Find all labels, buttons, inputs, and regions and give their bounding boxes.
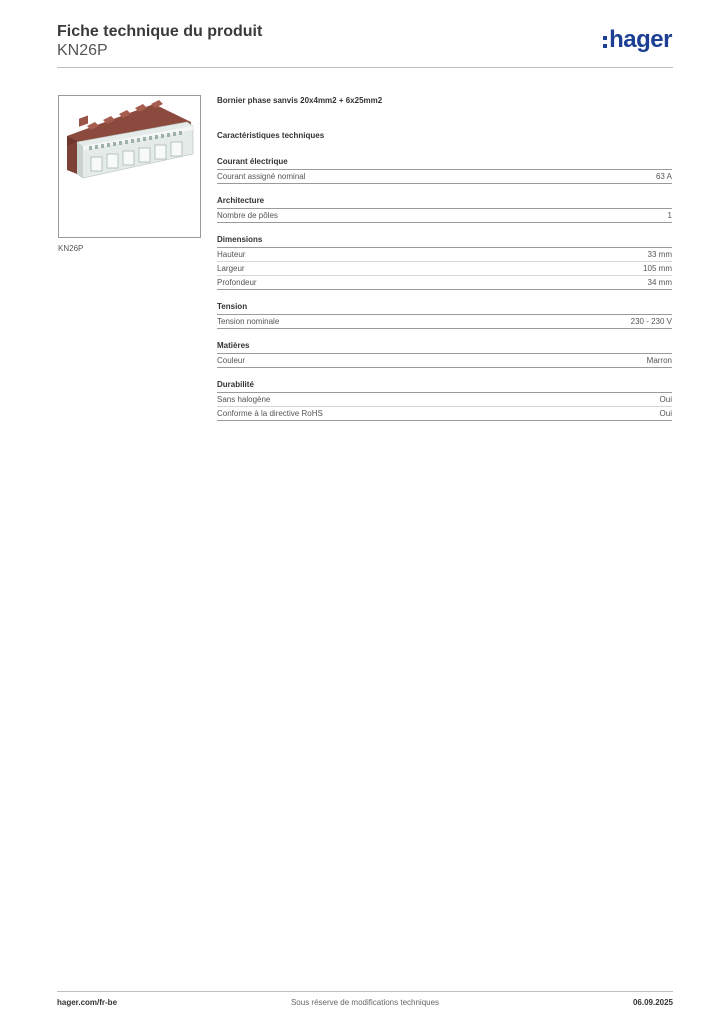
spec-section-durabilite xyxy=(217,380,672,421)
spec-value: 33 mm xyxy=(647,250,672,259)
document-title: Fiche technique du produit xyxy=(57,23,263,40)
section-title: Architecture xyxy=(217,196,672,209)
spec-section-courant xyxy=(217,157,672,184)
spec-value: 230 - 230 V xyxy=(630,317,672,326)
page-header xyxy=(57,22,673,60)
spec-row xyxy=(217,262,672,276)
spec-label: Nombre de pôles xyxy=(217,211,278,220)
section-title: Durabilité xyxy=(217,380,672,393)
spec-value: 1 xyxy=(667,211,672,220)
spec-row xyxy=(217,209,672,223)
spec-row xyxy=(217,276,672,290)
spec-label: Hauteur xyxy=(217,250,246,259)
spec-section-architecture xyxy=(217,196,672,223)
spec-section-matieres xyxy=(217,341,672,368)
product-description: Bornier phase sanvis 20x4mm2 + 6x25mm2 xyxy=(217,96,383,105)
specs-heading: Caractéristiques techniques xyxy=(217,131,325,140)
spec-row xyxy=(217,248,672,262)
spec-label: Largeur xyxy=(217,264,245,273)
section-title: Courant électrique xyxy=(217,157,672,170)
spec-row xyxy=(217,393,672,407)
document-date: 06.09.2025 xyxy=(632,998,673,1007)
product-image xyxy=(58,95,201,238)
spec-value: Marron xyxy=(646,356,672,365)
spec-value: Oui xyxy=(659,409,672,418)
section-title: Dimensions xyxy=(217,235,672,248)
spec-label: Conforme à la directive RoHS xyxy=(217,409,323,418)
section-title: Tension xyxy=(217,302,672,315)
spec-section-dimensions xyxy=(217,235,672,290)
website-link[interactable]: hager.com/fr-be xyxy=(57,998,118,1007)
spec-content xyxy=(217,96,672,421)
spec-label: Couleur xyxy=(217,356,246,365)
spec-row xyxy=(217,354,672,368)
header-divider xyxy=(57,67,673,68)
spec-label: Sans halogène xyxy=(217,395,271,404)
spec-value: Oui xyxy=(659,395,672,404)
spec-value: 105 mm xyxy=(643,264,672,273)
spec-label: Tension nominale xyxy=(217,317,280,326)
spec-label: Profondeur xyxy=(217,278,257,287)
disclaimer-text: Sous réserve de modifications techniques xyxy=(290,998,440,1007)
terminal-block-illustration xyxy=(59,96,200,237)
spec-row xyxy=(217,407,672,421)
spec-label: Courant assigné nominal xyxy=(217,172,306,181)
hager-logo xyxy=(603,28,672,52)
footer-divider xyxy=(57,991,673,992)
product-reference: KN26P xyxy=(57,42,108,59)
logo-colon-mark xyxy=(603,36,607,48)
section-title: Matières xyxy=(217,341,672,354)
spec-row xyxy=(217,315,672,329)
logo-wordmark: hager xyxy=(609,26,672,53)
spec-section-tension xyxy=(217,302,672,329)
spec-value: 34 mm xyxy=(647,278,672,287)
spec-row xyxy=(217,170,672,184)
page-footer xyxy=(57,998,673,1010)
image-caption: KN26P xyxy=(58,244,84,253)
spec-value: 63 A xyxy=(655,172,672,181)
